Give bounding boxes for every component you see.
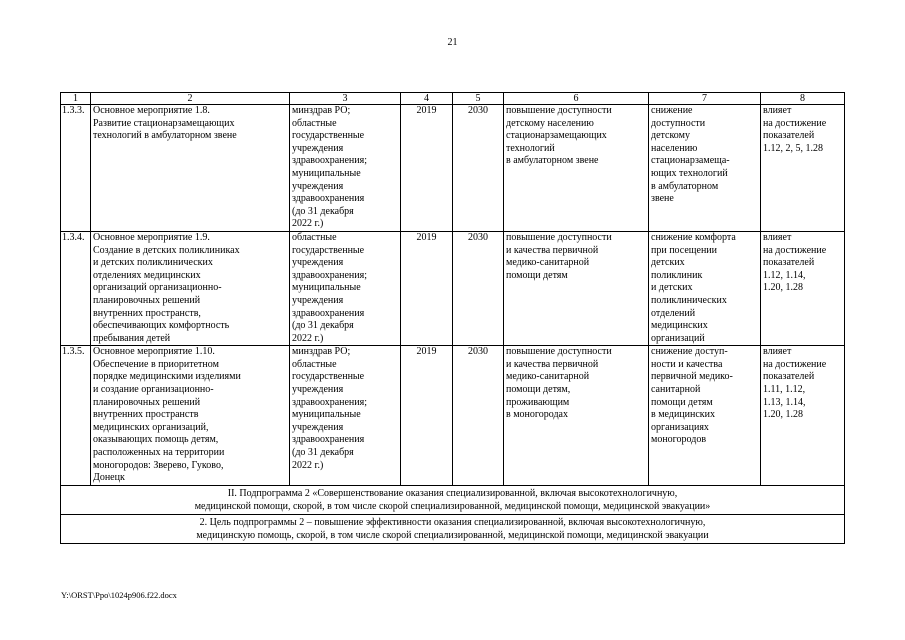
header-cell: 4 — [401, 93, 453, 105]
program-activities-table — [60, 92, 845, 544]
executor-cell-line: областные — [292, 358, 337, 370]
consequence-cell-line: организациях — [651, 421, 709, 433]
expected-result-cell-line: и качества первичной — [506, 244, 599, 256]
consequence-cell-line: при посещении — [651, 244, 717, 256]
expected-result-cell-line: в амбулаторном звене — [506, 155, 599, 167]
activity-cell-line: порядке медицинскими изделиями — [93, 371, 241, 383]
consequence-cell-line: поликлинических — [651, 294, 727, 306]
executor-cell-line: учреждения — [292, 384, 344, 396]
indicator-link-cell-line: 1.12, 1.14, — [763, 269, 806, 281]
activity-cell — [91, 231, 290, 345]
executor-cell-line: муниципальные — [292, 282, 361, 294]
start-year-cell: 2019 — [401, 105, 453, 232]
consequence-cell — [649, 105, 761, 232]
consequence-cell-line: моногородов — [651, 434, 707, 446]
table-row — [61, 346, 845, 486]
indicator-link-cell-line: 1.11, 1.12, — [763, 384, 806, 396]
table-header-row — [61, 93, 845, 105]
header-cell: 6 — [504, 93, 649, 105]
activity-cell-line: и создание организационно- — [93, 384, 214, 396]
consequence-cell-line: детских — [651, 257, 685, 269]
indicator-link-cell-line: показателей — [763, 130, 815, 142]
expected-result-cell-line: повышение доступности — [506, 346, 612, 358]
consequence-cell-line: снижение — [651, 105, 693, 116]
indicator-link-cell — [761, 346, 845, 486]
consequence-cell-line: снижение комфорта — [651, 231, 736, 243]
activity-cell-line: пребывания детей — [93, 332, 171, 344]
header-cell: 3 — [290, 93, 401, 105]
activity-cell-line: Создание в детских поликлиниках — [93, 244, 240, 256]
consequence-cell-line: звене — [651, 193, 674, 205]
executor-cell-line: областные — [292, 231, 337, 243]
activity-cell-line: отделениях медицинских — [93, 269, 201, 281]
activity-cell-line: Развитие стационарзамещающих — [93, 117, 235, 129]
executor-cell-line: муниципальные — [292, 167, 361, 179]
start-year-cell: 2019 — [401, 346, 453, 486]
expected-result-cell-line: повышение доступности — [506, 105, 612, 116]
table-row — [61, 105, 845, 232]
expected-result-cell-line: проживающим — [506, 396, 570, 408]
executor-cell-line: муниципальные — [292, 409, 361, 421]
activity-cell-line: медицинских организаций, — [93, 421, 209, 433]
executor-cell-line: 2022 г.) — [292, 459, 324, 471]
consequence-cell-line: организаций — [651, 332, 705, 344]
expected-result-cell-line: и качества первичной — [506, 358, 599, 370]
activity-cell-line: оказывающих помощь детям, — [93, 434, 219, 446]
indicator-link-cell-line: 1.20, 1.28 — [763, 409, 803, 421]
activity-cell-line: внутренних пространств, — [93, 307, 201, 319]
activity-cell-line: моногородов: Зверево, Гуково, — [93, 459, 224, 471]
consequence-cell — [649, 346, 761, 486]
activity-cell-line: Донецк — [93, 472, 125, 484]
expected-result-cell-line: медико-санитарной — [506, 257, 590, 269]
executor-cell-line: областные — [292, 117, 337, 129]
activity-cell-line: Обеспечение в приоритетном — [93, 358, 219, 370]
expected-result-cell-line: стационарзамещающих — [506, 130, 607, 142]
indicator-link-cell-line: 1.12, 2, 5, 1.28 — [763, 142, 823, 154]
activity-cell — [91, 346, 290, 486]
activity-cell-line: планировочных решений — [93, 294, 201, 306]
executor-cell-line: учреждения — [292, 421, 344, 433]
consequence-cell-line: снижение доступ- — [651, 346, 728, 358]
indicator-link-cell-line: влияет — [763, 231, 792, 243]
goal-title-line: медицинскую помощь, скорой, в том числе скорой специализированной, медицинской помощи, медицинской эвакуации — [196, 529, 709, 541]
indicator-link-cell-line: показателей — [763, 257, 815, 269]
consequence-cell-line: первичной медико- — [651, 371, 733, 383]
executor-cell-line: учреждения — [292, 257, 344, 269]
consequence-cell-line: ности и качества — [651, 358, 723, 370]
consequence-cell-line: ющих технологий — [651, 167, 728, 179]
activity-cell-line: планировочных решений — [93, 396, 201, 408]
executor-cell-line: здравоохранения; — [292, 269, 368, 281]
executor-cell — [290, 346, 401, 486]
executor-cell-line: государственные — [292, 244, 365, 256]
executor-cell-line: здравоохранения — [292, 434, 365, 446]
table-row — [61, 231, 845, 345]
activity-cell-line: Основное мероприятие 1.10. — [93, 346, 215, 358]
executor-cell — [290, 231, 401, 345]
consequence-cell-line: и детских — [651, 282, 693, 294]
subprogram-title-line: II. Подпрограмма 2 «Совершенствование оказания специализированной, включая высокотехнологичную, — [227, 487, 678, 499]
row-number-cell: 1.3.5. — [61, 346, 91, 486]
executor-cell-line: учреждения — [292, 142, 344, 154]
header-cell: 7 — [649, 93, 761, 105]
executor-cell-line: учреждения — [292, 180, 344, 192]
executor-cell-line: здравоохранения; — [292, 396, 368, 408]
activity-cell-line: технологий в амбулаторном звене — [93, 130, 237, 142]
consequence-cell-line: детскому — [651, 130, 690, 142]
executor-cell-line: здравоохранения; — [292, 155, 368, 167]
indicator-link-cell-line: показателей — [763, 371, 815, 383]
expected-result-cell — [504, 346, 649, 486]
activity-cell-line: расположенных на территории — [93, 447, 225, 459]
consequence-cell-line: санитарной — [651, 384, 701, 396]
consequence-cell-line: стационарзамеща- — [651, 155, 730, 167]
expected-result-cell-line: в моногородах — [506, 409, 568, 421]
activity-cell — [91, 105, 290, 232]
end-year-cell: 2030 — [453, 231, 504, 345]
consequence-cell-line: отделений — [651, 307, 696, 319]
executor-cell-line: (до 31 декабря — [292, 447, 354, 459]
executor-cell-line: государственные — [292, 371, 365, 383]
header-cell: 2 — [91, 93, 290, 105]
indicator-link-cell-line: влияет — [763, 105, 792, 116]
indicator-link-cell-line: влияет — [763, 346, 792, 358]
activity-cell-line: Основное мероприятие 1.8. — [93, 105, 210, 116]
indicator-link-cell — [761, 105, 845, 232]
goal-title-row — [61, 514, 845, 543]
consequence-cell — [649, 231, 761, 345]
subprogram-title-row — [61, 485, 845, 514]
activity-cell-line: и детских поликлинических — [93, 257, 213, 269]
executor-cell-line: 2022 г.) — [292, 332, 324, 344]
consequence-cell-line: помощи детям — [651, 396, 713, 408]
row-number-cell: 1.3.4. — [61, 231, 91, 345]
indicator-link-cell-line: 1.13, 1.14, — [763, 396, 806, 408]
expected-result-cell-line: повышение доступности — [506, 231, 612, 243]
activity-cell-line: Основное мероприятие 1.9. — [93, 231, 210, 243]
executor-cell-line: учреждения — [292, 294, 344, 306]
activity-cell-line: организаций организационно- — [93, 282, 222, 294]
consequence-cell-line: доступности — [651, 117, 706, 129]
activity-cell-line: внутренних пространств — [93, 409, 199, 421]
header-cell: 5 — [453, 93, 504, 105]
subprogram-title — [61, 485, 845, 514]
indicator-link-cell-line: на достижение — [763, 358, 827, 370]
expected-result-cell-line: помощи детям, — [506, 384, 571, 396]
executor-cell-line: здравоохранения — [292, 307, 365, 319]
indicator-link-cell — [761, 231, 845, 345]
activity-cell-line: обеспечивающих комфортность — [93, 320, 230, 332]
indicator-link-cell-line: 1.20, 1.28 — [763, 282, 803, 294]
executor-cell-line: минздрав РО; — [292, 346, 351, 358]
expected-result-cell — [504, 231, 649, 345]
executor-cell — [290, 105, 401, 232]
expected-result-cell-line: помощи детям — [506, 269, 568, 281]
row-number-cell: 1.3.3. — [61, 105, 91, 232]
expected-result-cell-line: детскому населению — [506, 117, 594, 129]
consequence-cell-line: в амбулаторном — [651, 180, 719, 192]
file-path-footer: Y:\ORST\Ppo\1024p906.f22.docx — [61, 590, 177, 600]
expected-result-cell-line: технологий — [506, 142, 555, 154]
goal-title-line: 2. Цель подпрограммы 2 – повышение эффективности оказания специализированной, включая высокотехнологичную, — [199, 516, 706, 528]
consequence-cell-line: в медицинских — [651, 409, 715, 421]
executor-cell-line: (до 31 декабря — [292, 320, 354, 332]
header-cell: 8 — [761, 93, 845, 105]
expected-result-cell-line: медико-санитарной — [506, 371, 590, 383]
executor-cell-line: государственные — [292, 130, 365, 142]
goal-title — [61, 514, 845, 543]
start-year-cell: 2019 — [401, 231, 453, 345]
executor-cell-line: минздрав РО; — [292, 105, 351, 116]
subprogram-title-line: медицинской помощи, скорой, в том числе скорой специализированной, медицинской помощи, медицинской эвакуации» — [194, 500, 711, 512]
executor-cell-line: 2022 г.) — [292, 218, 324, 230]
end-year-cell: 2030 — [453, 346, 504, 486]
executor-cell-line: (до 31 декабря — [292, 205, 354, 217]
indicator-link-cell-line: на достижение — [763, 244, 827, 256]
indicator-link-cell-line: на достижение — [763, 117, 827, 129]
consequence-cell-line: населению — [651, 142, 698, 154]
end-year-cell: 2030 — [453, 105, 504, 232]
expected-result-cell — [504, 105, 649, 232]
executor-cell-line: здравоохранения — [292, 193, 365, 205]
header-cell: 1 — [61, 93, 91, 105]
consequence-cell-line: поликлиник — [651, 269, 703, 281]
consequence-cell-line: медицинских — [651, 320, 708, 332]
page-number: 21 — [447, 37, 458, 48]
